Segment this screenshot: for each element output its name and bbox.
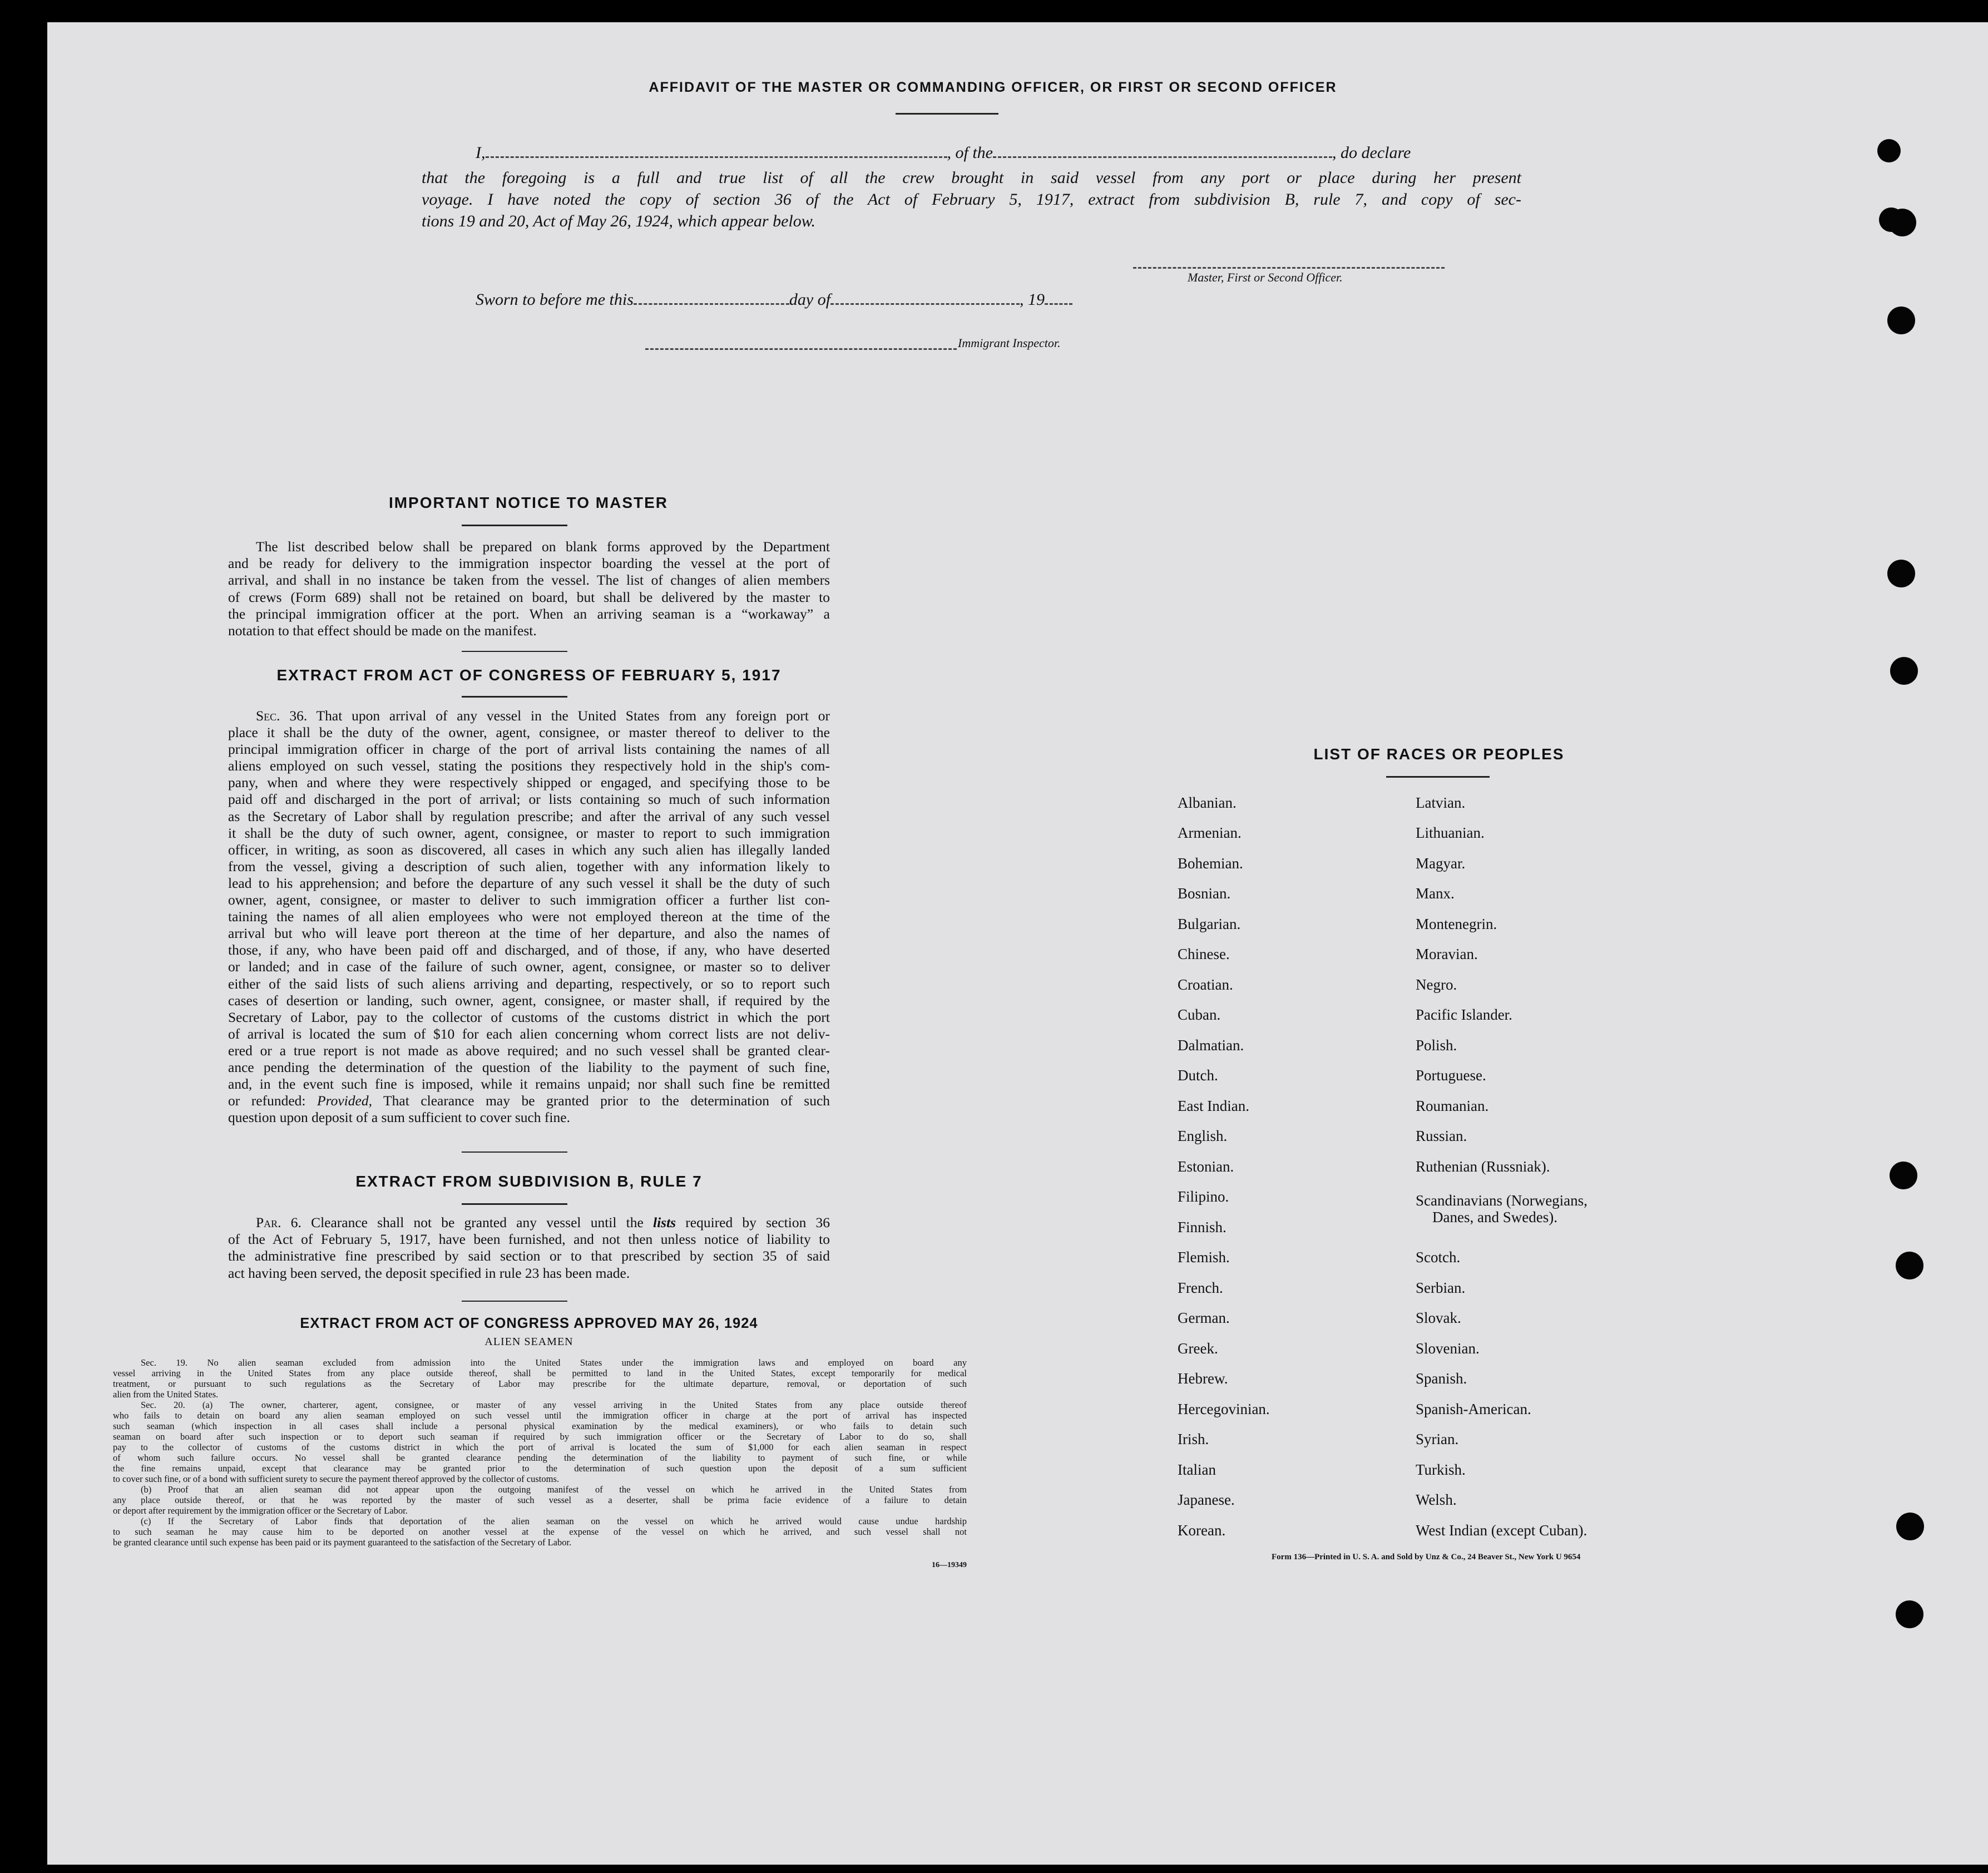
vessel-name-field[interactable] [993,145,1332,158]
declarant-name-field[interactable] [486,145,947,158]
extract-1924-title: EXTRACT FROM ACT OF CONGRESS APPROVED MAY 26, 1924 [300,1316,758,1331]
body-line: and, in the event such fine is imposed, while it remains unpaid; nor shall such fine be remitted [228,1076,830,1093]
fine-line: such seaman (which inspection in all cases shall include a personal physical examination by the medical examiners), or who fails to detain such [113,1421,967,1431]
body-line: Clearance shall not be granted any vessel until the [311,1214,644,1230]
divider [462,1301,567,1302]
race-item: Moravian. [1416,946,1478,962]
punch-hole [1890,1162,1917,1189]
body-line: Secretary of Labor, pay to the collector of customs of the customs district in which the port [228,1009,830,1025]
body-line: as the Secretary of Labor shall by regulation prescribe; and after the arrival of any such vessel [228,808,830,824]
race-item: Armenian. [1178,824,1242,841]
sworn-label: Sworn to before me this [476,290,634,309]
race-item: Bohemian. [1178,855,1243,872]
body-line: officer, in writing, as soon as discovered, all cases in which any such alien has illegally landed [228,841,830,858]
affidavit-body-line-1: that the foregoing is a full and true list of all the crew brought in said vessel from any port or place during her present [422,169,1521,187]
punch-hole [1896,1513,1924,1540]
extract-1917-body [228,708,830,1126]
provided-label: Provided, [317,1093,372,1109]
race-item: Danes, and Swedes). [1432,1209,1557,1225]
document-page [47,22,1988,1865]
race-item: Negro. [1416,976,1457,993]
body-line: place it shall be the duty of the owner, agent, consignee, or master thereof to deliver to the [228,724,830,741]
alien-seamen-subtitle: ALIEN SEAMEN [484,1336,573,1348]
body-line: the administrative fine prescribed by said section or to that prescribed by section 35 of said [228,1248,830,1264]
race-item: Flemish. [1178,1249,1230,1266]
race-item: Estonian. [1178,1158,1234,1175]
body-line: aliens employed on such vessel, stating the positions they respectively hold in the ship's com- [228,758,830,774]
race-item: Polish. [1416,1037,1457,1054]
race-item: Dutch. [1178,1067,1218,1084]
notice-line: arrival, and shall in no instance be taken from the vessel. The list of changes of alien members [228,572,830,589]
body-line: principal immigration officer in charge of the port of arrival lists containing the names of all [228,741,830,758]
fine-line: the fine remains unpaid, except that clearance may be granted prior to the determination of such question upon the deposit of a sum sufficient [113,1463,967,1474]
punch-hole [1888,209,1916,236]
fine-line: pay to the collector of customs of the customs district in which the port of arrival is located the sum of $1,000 for each alien seaman in respect [113,1442,967,1452]
day-of-label: day of [789,290,831,309]
body-line: from the vessel, giving a description of such alien, together with any information likely to [228,858,830,874]
race-item: Japanese. [1178,1491,1235,1508]
races-title: LIST OF RACES OR PEOPLES [1313,745,1565,763]
body-line: owner, agent, consignee, or master to deliver to such immigration officer a further list con- [228,892,830,908]
race-item: Dalmatian. [1178,1037,1244,1054]
race-item: Ruthenian (Russniak). [1416,1158,1550,1175]
fine-line: (c) If the Secretary of Labor finds that deportation of the alien seaman on the vessel on which he arrived would cause undue hardship [141,1516,967,1526]
affidavit-body-line-2: voyage. I have noted the copy of section 36 of the Act of February 5, 1917, extract from subdivision B, rule 7, and copy of sec- [422,190,1521,209]
notice-line: The list described below shall be prepared on blank forms approved by the Department [256,538,830,555]
race-item: Greek. [1178,1340,1218,1357]
affidavit-title: AFFIDAVIT OF THE MASTER OR COMMANDING OFFICER, OR FIRST OR SECOND OFFICER [649,80,1337,95]
fine-line: of whom such failure occurs. No vessel shall be granted clearance pending the determination of the liability to payment of such fine, or while [113,1452,967,1463]
race-item: Bulgarian. [1178,916,1241,932]
fine-line: to cover such fine, or of a bond with sufficient surety to secure the payment thereof approved by the collector of customs. [113,1474,559,1484]
race-item: Finnish. [1178,1219,1227,1236]
body-line: lead to his apprehension; and before the departure of any such vessel it shall be the duty of such [228,874,830,891]
race-item: Spanish-American. [1416,1401,1531,1417]
race-item: Korean. [1178,1522,1226,1539]
subdivision-b-underline [462,1203,567,1205]
race-item: Bosnian. [1178,885,1231,902]
fine-line: (b) Proof that an alien seaman did not appear upon the outgoing manifest of the vessel on which he arrived in the United States from [141,1484,967,1495]
body-line: ered or a true report is not made as above required; and no such vessel shall be granted clear- [228,1042,830,1059]
race-item: Portuguese. [1416,1067,1486,1084]
race-item: Italian [1178,1461,1216,1478]
punch-hole [1877,139,1901,162]
body-line: either of the said lists of such aliens arriving and departing, respectively, or so to report such [228,975,830,992]
race-item: Irish. [1178,1431,1209,1447]
race-item: Chinese. [1178,946,1230,962]
notice-line: of crews (Form 689) shall not be retained on board, but shall be delivered by the master to [228,589,830,605]
subdivision-b-title: EXTRACT FROM SUBDIVISION B, RULE 7 [355,1173,703,1190]
race-item: Serbian. [1416,1279,1466,1296]
inspector-signature-caption: Immigrant Inspector. [958,336,1061,350]
fine-line: Sec. 19. No alien seaman excluded from admission into the United States under the immigration laws and employed on board any [141,1357,967,1368]
fine-line: seaman on board after such inspection or to deport such seaman if required by such immigration officer or the Secretary of Labor to do so, shall [113,1431,967,1442]
race-item: Spanish. [1416,1370,1467,1387]
form-code: 16—19349 [932,1561,967,1569]
race-item: Cuban. [1178,1006,1221,1023]
fine-line: or deport after requirement by the immigration officer or the Secretary of Labor. [113,1505,408,1516]
race-item: Russian. [1416,1128,1467,1144]
race-item: Albanian. [1178,794,1237,811]
subdivision-b-body [228,1214,830,1282]
race-item: West Indian (except Cuban). [1416,1522,1588,1539]
race-item: German. [1178,1309,1230,1326]
body-line: act having been served, the deposit specified in rule 23 has been made. [228,1264,630,1281]
body-line: taining the names of all alien employees who were not employed thereon at the time of the [228,908,830,925]
punch-hole [1896,1600,1923,1628]
fine-line: who fails to detain on board any alien seaman employed on such vessel until the immigration officer in charge at the port of arrival has inspected [113,1410,967,1421]
printer-footer: Form 136—Printed in U. S. A. and Sold by Unz & Co., 24 Beaver St., New York U 9654 [1272,1553,1581,1561]
body-line: or refunded: [228,1093,306,1109]
divider [462,1152,567,1153]
master-signature-caption: Master, First or Second Officer. [1188,270,1343,284]
sworn-date-field[interactable] [634,292,789,305]
fine-line: treatment, or pursuant to such regulations as the Secretary of Labor may prescribe for the ultimate departure, removal, or deportation of such [113,1378,967,1389]
race-item: Manx. [1416,885,1455,902]
lists-word: lists [652,1214,676,1230]
body-line: those, if any, who have been paid off and discharged, and of those, if any, who have deserted [228,942,830,958]
race-item: Magyar. [1416,855,1466,872]
extract-1924-body [113,1357,967,1548]
body-line: or landed; and in case of the failure of such owner, agent, consignee, or master so to deliver [228,958,830,975]
par-6-label: Par. 6. [256,1214,301,1230]
sworn-line [476,290,1254,309]
notice-title: IMPORTANT NOTICE TO MASTER [388,494,669,511]
body-line: That clearance may be granted prior to the determination of such [383,1093,830,1109]
fine-line: to such seaman he may cause him to be deported on another vessel at the expense of the vessel on which he arrived, and such vessel shall not [113,1526,967,1537]
do-declare-label: , do declare [1332,144,1411,162]
punch-hole [1896,1252,1923,1279]
body-line: ance pending the determination of the question of the liability to the payment of such fine, [228,1059,830,1075]
sec-36-label: Sec. 36. [256,708,308,724]
affidavit-declaration-line [476,144,1521,162]
body-line: required by section 36 [685,1214,830,1230]
fine-line: be granted clearance until such expense has been paid or its payment guaranteed to the satisfaction of the Secretary of Labor. [113,1537,572,1548]
race-item: Filipino. [1178,1188,1229,1205]
race-item: Hercegovinian. [1178,1401,1270,1417]
sworn-month-field[interactable] [830,292,1020,305]
title-underline [896,113,998,115]
race-item: French. [1178,1279,1223,1296]
notice-body [228,538,830,639]
master-signature-line[interactable] [1133,267,1445,269]
punch-hole [1887,560,1915,587]
year-label: , 19 [1020,290,1045,309]
extract-1917-title: EXTRACT FROM ACT OF CONGRESS OF FEBRUARY 5, 1917 [276,666,782,684]
race-item: Turkish. [1416,1461,1466,1478]
punch-hole [1890,657,1918,685]
notice-line: the principal immigration officer at the port. When an arriving seaman is a “workaway” a [228,605,830,622]
fine-line: alien from the United States. [113,1389,219,1400]
race-item: Croatian. [1178,976,1233,993]
body-line: pany, when and where they were respectively shipped or engaged, and specifying those to be [228,774,830,791]
race-item: Welsh. [1416,1491,1457,1508]
race-item: Slovenian. [1416,1340,1480,1357]
notice-line: notation to that effect should be made on the manifest. [228,622,537,639]
fine-line: any place outside thereof, or that he was reported by the master of such vessel as a deserter, shall be prima facie evidence of a failure to detain [113,1495,967,1505]
race-item: Slovak. [1416,1309,1461,1326]
inspector-signature-line[interactable] [645,348,957,350]
fine-line: vessel arriving in the United States from any place outside thereof, shall be permitted to land in the United States, except temporarily for medical [113,1368,967,1378]
divider [462,651,567,652]
race-item: Lithuanian. [1416,824,1485,841]
body-line: arrival but who will leave port thereon at the time of her departure, and also the names of [228,925,830,942]
race-item: East Indian. [1178,1098,1249,1114]
body-line: question upon deposit of a sum sufficient to cover such fine. [228,1109,570,1126]
race-item: Montenegrin. [1416,916,1497,932]
declarant-i-label: I, [476,144,486,162]
notice-line: and be ready for delivery to the immigration inspector boarding the vessel at the port of [228,555,830,572]
race-item: Pacific Islander. [1416,1006,1512,1023]
race-item: Latvian. [1416,794,1466,811]
body-line: it shall be the duty of such owner, agent, consignee, or master to report to such immigration [228,824,830,841]
fine-line: Sec. 20. (a) The owner, charterer, agent, consignee, or master of any vessel arriving in the United States from any place outside thereof [141,1400,967,1410]
race-item: Scandinavians (Norwegians, [1416,1192,1588,1209]
races-underline [1386,776,1490,778]
sworn-year-field[interactable] [1045,292,1072,305]
punch-hole [1887,307,1915,334]
body-line: paid off and discharged in the port of arrival; or lists containing so much of such information [228,791,830,808]
of-the-label: , of the [947,144,993,162]
body-line: That upon arrival of any vessel in the United States from any foreign port or [316,708,830,724]
affidavit-body-line-3: tions 19 and 20, Act of May 26, 1924, which appear below. [422,212,816,230]
race-item: English. [1178,1128,1228,1144]
race-item: Hebrew. [1178,1370,1228,1387]
race-item: Roumanian. [1416,1098,1489,1114]
extract-1917-underline [462,696,567,698]
body-line: of the Act of February 5, 1917, have been furnished, and not then unless notice of liability to [228,1231,830,1248]
race-item: Syrian. [1416,1431,1459,1447]
notice-underline [462,525,567,526]
race-item: Scotch. [1416,1249,1461,1266]
body-line: cases of desertion or landing, such owner, agent, consignee, or master shall, if required by the [228,992,830,1009]
body-line: of arrival is located the sum of $10 for each alien concerning whom correct lists are not deliv- [228,1025,830,1042]
